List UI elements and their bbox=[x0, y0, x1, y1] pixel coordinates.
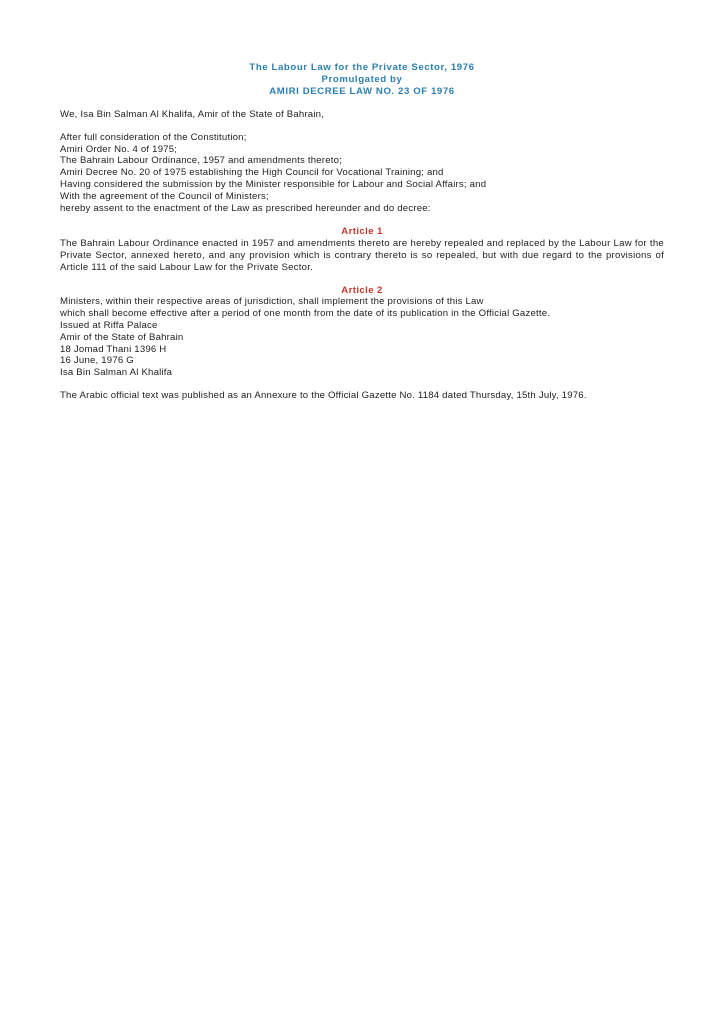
article-1-heading: Article 1 bbox=[341, 226, 383, 238]
article-2-line: Ministers, within their respective areas of jurisdiction, shall implement the provisions of this Law bbox=[60, 296, 484, 308]
consideration-line: The Bahrain Labour Ordinance, 1957 and amendments thereto; bbox=[60, 155, 343, 167]
preamble-intro: We, Isa Bin Salman Al Khalifa, Amir of the State of Bahrain, bbox=[60, 109, 325, 120]
issued-at: Issued at Riffa Palace bbox=[60, 319, 158, 331]
considerations-list bbox=[60, 132, 664, 215]
consideration-line: hereby assent to the enactment of the Law as prescribed hereunder and do decree: bbox=[60, 202, 431, 214]
title-line-1: The Labour Law for the Private Sector, 1976 bbox=[249, 62, 475, 73]
signature-block bbox=[60, 320, 664, 379]
title-line-3: AMIRI DECREE LAW NO. 23 OF 1976 bbox=[269, 86, 455, 97]
hijri-date: 18 Jomad Thani 1396 H bbox=[60, 343, 167, 355]
article-2-text bbox=[60, 296, 664, 320]
signatory-office: Amir of the State of Bahrain bbox=[60, 331, 184, 343]
consideration-line: After full consideration of the Constitution; bbox=[60, 131, 247, 143]
consideration-line: Amiri Order No. 4 of 1975; bbox=[60, 143, 178, 155]
document-title bbox=[60, 62, 664, 98]
consideration-line: Amiri Decree No. 20 of 1975 establishing the High Council for Vocational Training; and bbox=[60, 167, 444, 179]
article-1-text: The Bahrain Labour Ordinance enacted in 1957 and amendments thereto are hereby repealed and replaced by the Labour Law for the Private Sector, annexed hereto, and any provision which is contrary thereto is so repealed, but with due regard to the provisions of Article 111 of the said Labour Law for the Private Sector. bbox=[60, 238, 664, 273]
gregorian-date: 16 June, 1976 G bbox=[60, 355, 134, 367]
article-2-line: which shall become effective after a period of one month from the date of its publication in the Official Gazette. bbox=[60, 308, 551, 320]
article-2-heading: Article 2 bbox=[341, 284, 383, 296]
title-line-2: Promulgated by bbox=[321, 74, 403, 85]
consideration-line: Having considered the submission by the Minister responsible for Labour and Social Affairs; and bbox=[60, 178, 487, 190]
consideration-line: With the agreement of the Council of Ministers; bbox=[60, 190, 269, 202]
signatory-name: Isa Bin Salman Al Khalifa bbox=[60, 367, 173, 379]
gazette-note: The Arabic official text was published as an Annexure to the Official Gazette No. 1184 dated Thursday, 15th July, 1976. bbox=[60, 389, 587, 401]
